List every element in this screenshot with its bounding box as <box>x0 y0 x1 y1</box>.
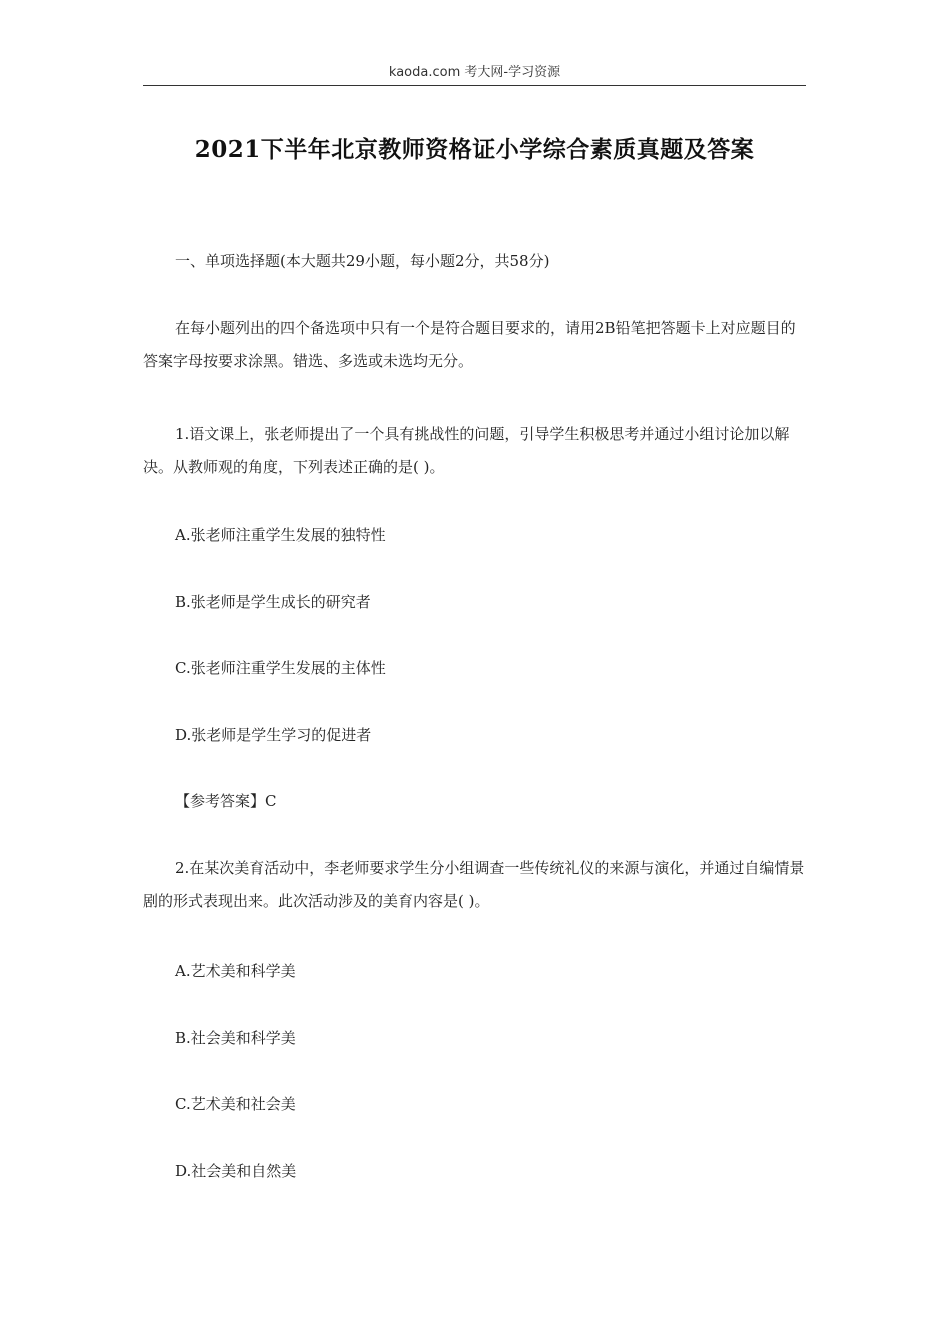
question-1-option-c: C.张老师注重学生发展的主体性 <box>175 659 386 677</box>
document-title: 2021下半年北京教师资格证小学综合素质真题及答案 <box>194 136 755 163</box>
question-1-option-d: D.张老师是学生学习的促进者 <box>175 726 372 744</box>
question-1-option-a: A.张老师注重学生发展的独特性 <box>175 526 386 544</box>
question-2-option-d: D.社会美和自然美 <box>175 1162 297 1180</box>
question-2-option-b: B.社会美和科学美 <box>175 1029 296 1047</box>
instructions-paragraph: 在每小题列出的四个备选项中只有一个是符合题目要求的，请用2B铅笔把答题卡上对应题目的答案字母按要求涂黑。错选、多选或未选均无分。 <box>143 319 796 370</box>
question-2-option-a: A.艺术美和科学美 <box>175 962 296 980</box>
header-site-label: kaoda.com 考大网-学习资源 <box>388 65 561 80</box>
question-1-answer: 【参考答案】C <box>175 792 277 810</box>
question-2-option-c: C.艺术美和社会美 <box>175 1095 296 1113</box>
header-divider <box>143 85 806 86</box>
question-1-option-b: B.张老师是学生成长的研究者 <box>175 593 371 611</box>
question-2-stem: 2.在某次美育活动中，李老师要求学生分小组调查一些传统礼仪的来源与演化，并通过自编情景剧的形式表现出来。此次活动涉及的美育内容是( )。 <box>143 859 805 910</box>
question-1-stem: 1.语文课上，张老师提出了一个具有挑战性的问题，引导学生积极思考并通过小组讨论加以解决。从教师观的角度，下列表述正确的是( )。 <box>143 425 790 476</box>
section-heading: 一、单项选择题(本大题共29小题，每小题2分，共58分) <box>175 252 550 270</box>
